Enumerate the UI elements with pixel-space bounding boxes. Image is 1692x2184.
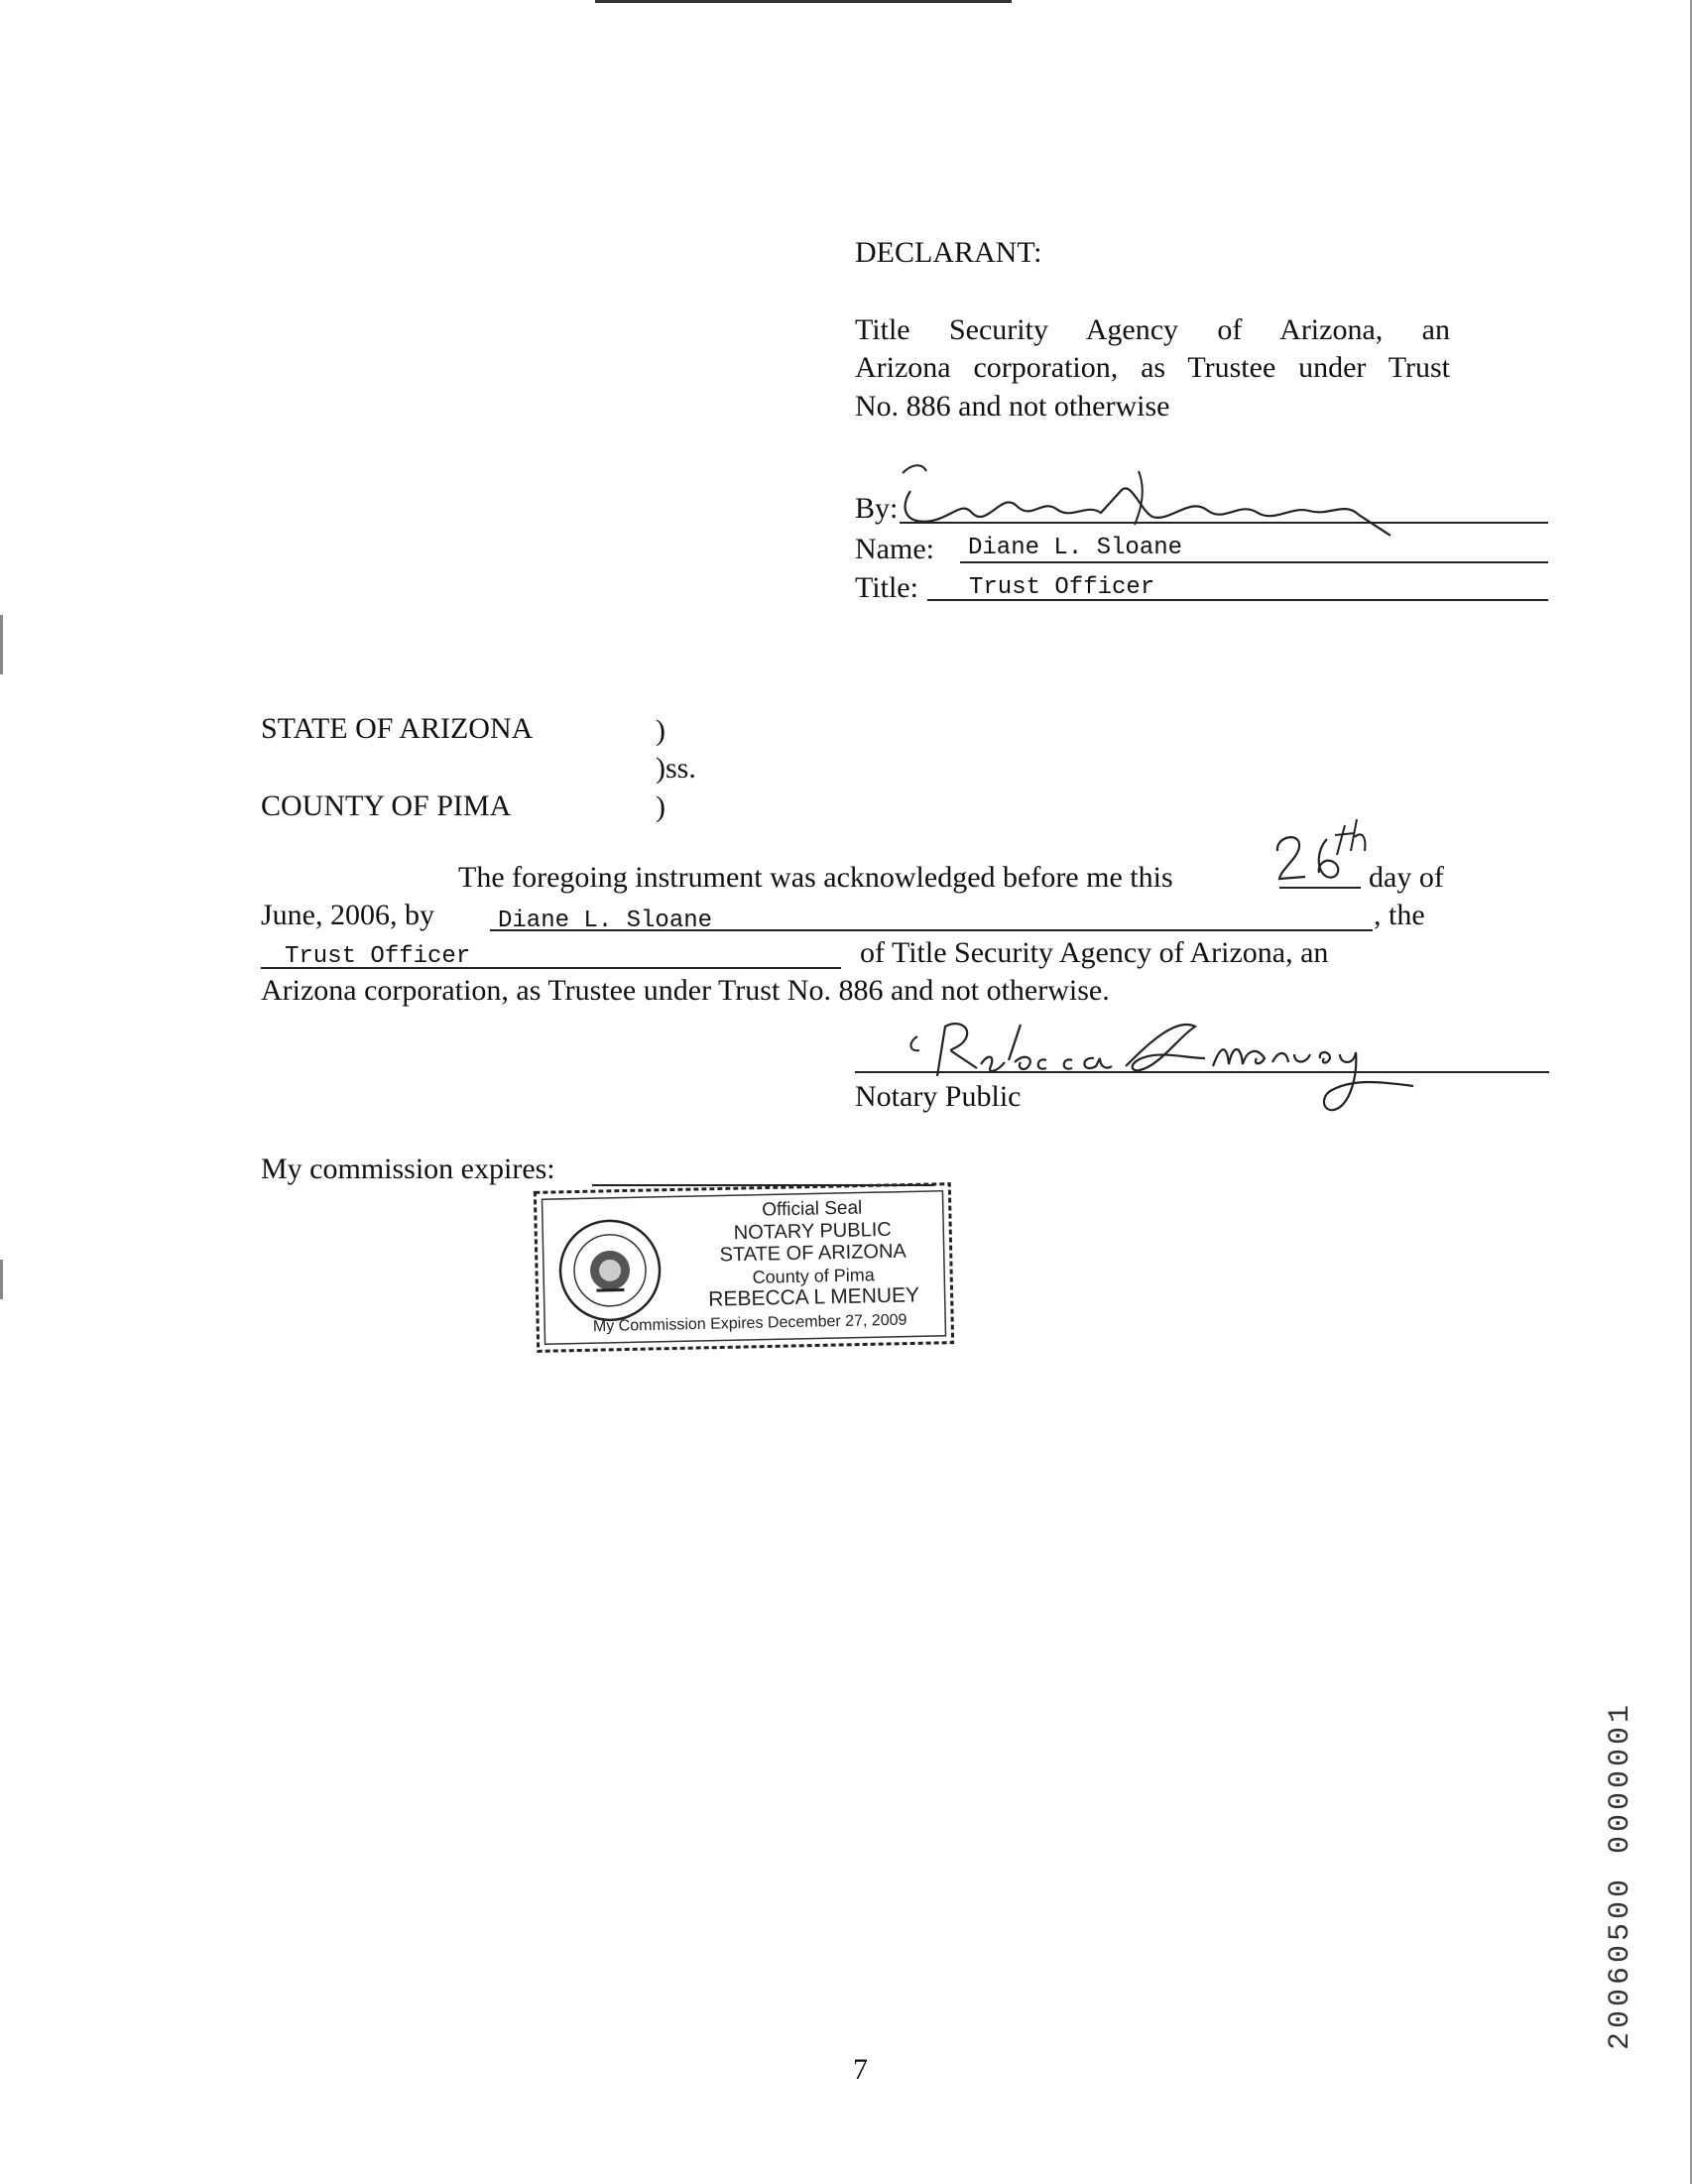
ack-line1-end: day of	[1369, 861, 1444, 894]
ack-line1-text: The foregoing instrument was acknowledged before me this	[458, 861, 1173, 894]
venue-county: COUNTY OF PIMA	[261, 789, 512, 822]
seal-line4: County of Pima	[752, 1265, 875, 1287]
left-scan-mark	[0, 1260, 3, 1299]
venue-state: STATE OF ARIZONA	[261, 712, 534, 745]
seal-line5: REBECCA L MENUEY	[708, 1283, 920, 1311]
name-line	[960, 561, 1548, 563]
seal-line2: NOTARY PUBLIC	[733, 1218, 892, 1245]
ack-name-line	[490, 929, 1373, 931]
seal-line1: Official Seal	[762, 1197, 863, 1221]
top-scan-rule	[595, 0, 1012, 3]
notary-public-label: Notary Public	[855, 1080, 1022, 1113]
ack-line2-end: , the	[1374, 899, 1425, 931]
declarant-heading: DECLARANT:	[855, 236, 1042, 269]
ack-line2-start: June, 2006, by	[261, 899, 434, 931]
handwritten-day	[1271, 811, 1371, 891]
ack-line3-title: Trust Officer	[285, 943, 471, 970]
notary-seal-stamp	[529, 1178, 959, 1358]
by-label: By:	[855, 492, 899, 525]
commission-expires-label: My commission expires:	[261, 1153, 555, 1185]
seal-line3: STATE OF ARIZONA	[719, 1240, 907, 1267]
left-scan-mark	[0, 615, 3, 674]
ack-line2-name: Diane L. Sloane	[498, 908, 713, 934]
notary-signature	[898, 1007, 1473, 1136]
seal-line6: My Commission Expires December 27, 2009	[592, 1311, 907, 1336]
name-label: Name:	[855, 533, 934, 565]
page-number: 7	[853, 2053, 868, 2086]
venue-paren-close: )	[656, 790, 665, 823]
declarant-entity-line2: Arizona corporation, as Trustee under Trust	[855, 351, 1450, 384]
ack-line3-text: of Title Security Agency of Arizona, an	[860, 936, 1329, 969]
ack-line4-text: Arizona corporation, as Trustee under Trust No. 886 and not otherwise.	[261, 974, 1110, 1007]
title-value: Trust Officer	[969, 574, 1155, 601]
title-line	[927, 599, 1548, 601]
name-value: Diane L. Sloane	[968, 535, 1183, 561]
margin-recording-number: 20060500 0000001	[1604, 1701, 1637, 2051]
ack-title-line	[261, 967, 841, 969]
declarant-entity-line1: Title Security Agency of Arizona, an	[855, 313, 1450, 346]
declarant-signature	[893, 451, 1408, 541]
declarant-entity-line3: No. 886 and not otherwise	[855, 390, 1170, 423]
venue-paren-open: )	[656, 714, 665, 747]
title-label: Title:	[855, 571, 918, 604]
venue-ss: )ss.	[656, 752, 696, 785]
